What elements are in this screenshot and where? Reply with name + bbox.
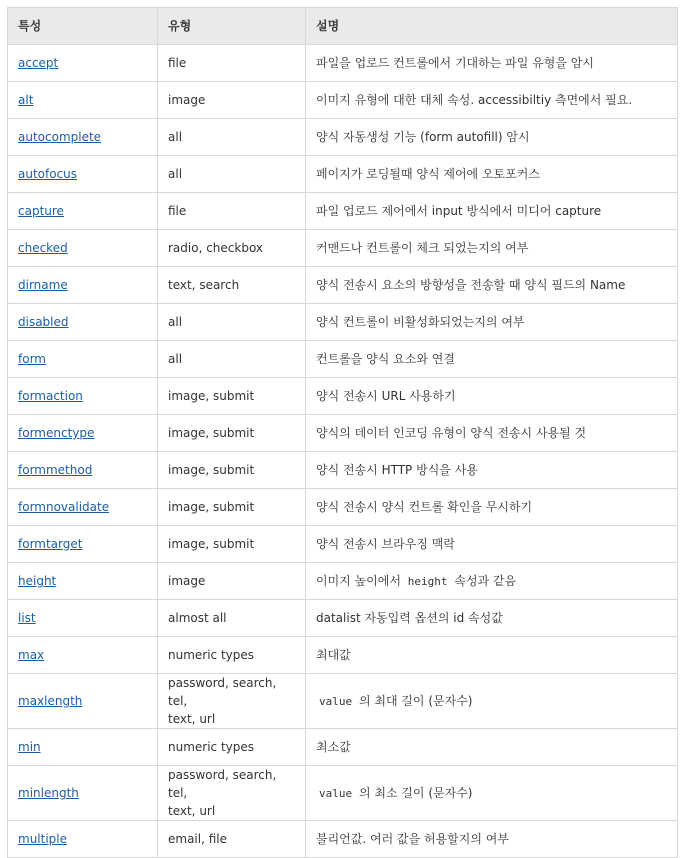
attribute-link-formaction[interactable]: formaction	[18, 389, 83, 403]
attributes-table	[7, 7, 678, 858]
description-cell: 최대값	[306, 637, 678, 674]
attribute-cell	[8, 304, 158, 341]
attribute-link-capture[interactable]: capture	[18, 204, 64, 218]
attribute-link-formenctype[interactable]: formenctype	[18, 426, 95, 440]
table-row	[8, 82, 678, 119]
attribute-link-autocomplete[interactable]: autocomplete	[18, 130, 102, 144]
table-row	[8, 674, 678, 729]
header-type: 유형	[158, 8, 306, 45]
attribute-cell	[8, 119, 158, 156]
type-cell: file	[158, 45, 306, 82]
description-cell: 양식 전송시 요소의 방향성을 전송할 때 양식 필드의 Name	[306, 267, 678, 304]
description-cell: 이미지 유형에 대한 대체 속성. accessibiltiy 측면에서 필요.	[306, 82, 678, 119]
attribute-link-multiple[interactable]: multiple	[18, 832, 68, 846]
header-description: 설명	[306, 8, 678, 45]
description-cell: 커맨드나 컨트롤이 체크 되었는지의 여부	[306, 230, 678, 267]
description-cell: datalist 자동입력 옵션의 id 속성값	[306, 600, 678, 637]
type-cell: all	[158, 304, 306, 341]
attribute-cell	[8, 821, 158, 858]
attribute-cell	[8, 526, 158, 563]
description-cell: 불리언값. 여러 값을 허용할지의 여부	[306, 821, 678, 858]
table-row	[8, 304, 678, 341]
attribute-cell	[8, 766, 158, 821]
attribute-link-disabled[interactable]: disabled	[18, 315, 69, 329]
description-text: 의 최대 길이 (문자수)	[355, 693, 473, 708]
header-attribute: 특성	[8, 8, 158, 45]
table-row	[8, 766, 678, 821]
attribute-cell	[8, 637, 158, 674]
attribute-link-max[interactable]: max	[18, 648, 45, 662]
attribute-link-formtarget[interactable]: formtarget	[18, 537, 83, 551]
table-row	[8, 563, 678, 600]
type-cell: image, submit	[158, 415, 306, 452]
attribute-cell	[8, 267, 158, 304]
attribute-cell	[8, 452, 158, 489]
table-row	[8, 119, 678, 156]
attribute-cell	[8, 193, 158, 230]
type-cell: image, submit	[158, 378, 306, 415]
description-cell: 파일을 업로드 컨트롤에서 기대하는 파일 유형을 암시	[306, 45, 678, 82]
attribute-cell	[8, 415, 158, 452]
attribute-link-alt[interactable]: alt	[18, 93, 34, 107]
type-cell: all	[158, 156, 306, 193]
type-cell: almost all	[158, 600, 306, 637]
description-cell: 페이지가 로딩될때 양식 제어에 오토포커스	[306, 156, 678, 193]
attribute-link-formmethod[interactable]: formmethod	[18, 463, 93, 477]
type-cell: radio, checkbox	[158, 230, 306, 267]
type-cell: image	[158, 563, 306, 600]
description-text: 속성과 같음	[450, 573, 517, 588]
description-text: 이미지 높이에서	[316, 573, 405, 588]
type-cell: image, submit	[158, 526, 306, 563]
description-cell: 양식의 데이터 인코딩 유형이 양식 전송시 사용될 것	[306, 415, 678, 452]
table-row	[8, 415, 678, 452]
table-header-row	[8, 8, 678, 45]
table-row	[8, 600, 678, 637]
description-cell: 컨트롤을 양식 요소와 연결	[306, 341, 678, 378]
description-cell: 양식 컨트롤이 비활성화되었는지의 여부	[306, 304, 678, 341]
description-cell: 양식 전송시 브라우징 맥락	[306, 526, 678, 563]
type-text: password, search, tel,	[168, 768, 277, 800]
attribute-cell	[8, 729, 158, 766]
table-row	[8, 821, 678, 858]
table-row	[8, 267, 678, 304]
attribute-link-accept[interactable]: accept	[18, 56, 59, 70]
type-cell: all	[158, 341, 306, 378]
type-cell: text, search	[158, 267, 306, 304]
description-cell	[306, 766, 678, 821]
table-row	[8, 156, 678, 193]
attribute-cell	[8, 230, 158, 267]
table-row	[8, 230, 678, 267]
type-text: password, search, tel,	[168, 676, 277, 708]
type-text: text, url	[168, 712, 216, 726]
type-cell: file	[158, 193, 306, 230]
table-row	[8, 341, 678, 378]
type-cell: numeric types	[158, 729, 306, 766]
table-row	[8, 452, 678, 489]
type-cell	[158, 766, 306, 821]
attribute-cell	[8, 82, 158, 119]
attribute-cell	[8, 563, 158, 600]
type-cell	[158, 674, 306, 729]
attribute-link-height[interactable]: height	[18, 574, 57, 588]
description-cell: 최소값	[306, 729, 678, 766]
description-cell: 파일 업로드 제어에서 input 방식에서 미디어 capture	[306, 193, 678, 230]
description-cell	[306, 674, 678, 729]
type-cell: numeric types	[158, 637, 306, 674]
table-row	[8, 45, 678, 82]
description-cell: 양식 자동생성 기능 (form autofill) 암시	[306, 119, 678, 156]
type-cell: image, submit	[158, 489, 306, 526]
attribute-cell	[8, 489, 158, 526]
attribute-link-min[interactable]: min	[18, 740, 41, 754]
attribute-cell	[8, 341, 158, 378]
attribute-link-form[interactable]: form	[18, 352, 46, 366]
attribute-link-list[interactable]: list	[18, 611, 36, 625]
description-cell: 양식 전송시 양식 컨트롤 확인을 무시하기	[306, 489, 678, 526]
attribute-cell	[8, 674, 158, 729]
table-row	[8, 637, 678, 674]
inline-code: value	[319, 694, 353, 708]
table-row	[8, 729, 678, 766]
table-row	[8, 489, 678, 526]
attribute-cell	[8, 45, 158, 82]
table-row	[8, 526, 678, 563]
table-row	[8, 378, 678, 415]
attribute-cell	[8, 378, 158, 415]
table-row	[8, 193, 678, 230]
type-text: text, url	[168, 804, 216, 818]
attribute-link-minlength[interactable]: minlength	[18, 786, 79, 800]
attributes-table-wrapper	[7, 7, 677, 858]
type-cell: image	[158, 82, 306, 119]
description-text: 의 최소 길이 (문자수)	[355, 785, 473, 800]
description-cell	[306, 563, 678, 600]
attribute-cell	[8, 600, 158, 637]
type-cell: image, submit	[158, 452, 306, 489]
description-cell: 양식 전송시 HTTP 방식을 사용	[306, 452, 678, 489]
attribute-cell	[8, 156, 158, 193]
attribute-link-dirname[interactable]: dirname	[18, 278, 68, 292]
inline-code: height	[407, 574, 448, 588]
attribute-link-autofocus[interactable]: autofocus	[18, 167, 78, 181]
attribute-link-checked[interactable]: checked	[18, 241, 68, 255]
type-cell: email, file	[158, 821, 306, 858]
description-cell: 양식 전송시 URL 사용하기	[306, 378, 678, 415]
attribute-link-formnovalidate[interactable]: formnovalidate	[18, 500, 110, 514]
inline-code: value	[319, 786, 353, 800]
type-cell: all	[158, 119, 306, 156]
attribute-link-maxlength[interactable]: maxlength	[18, 694, 83, 708]
